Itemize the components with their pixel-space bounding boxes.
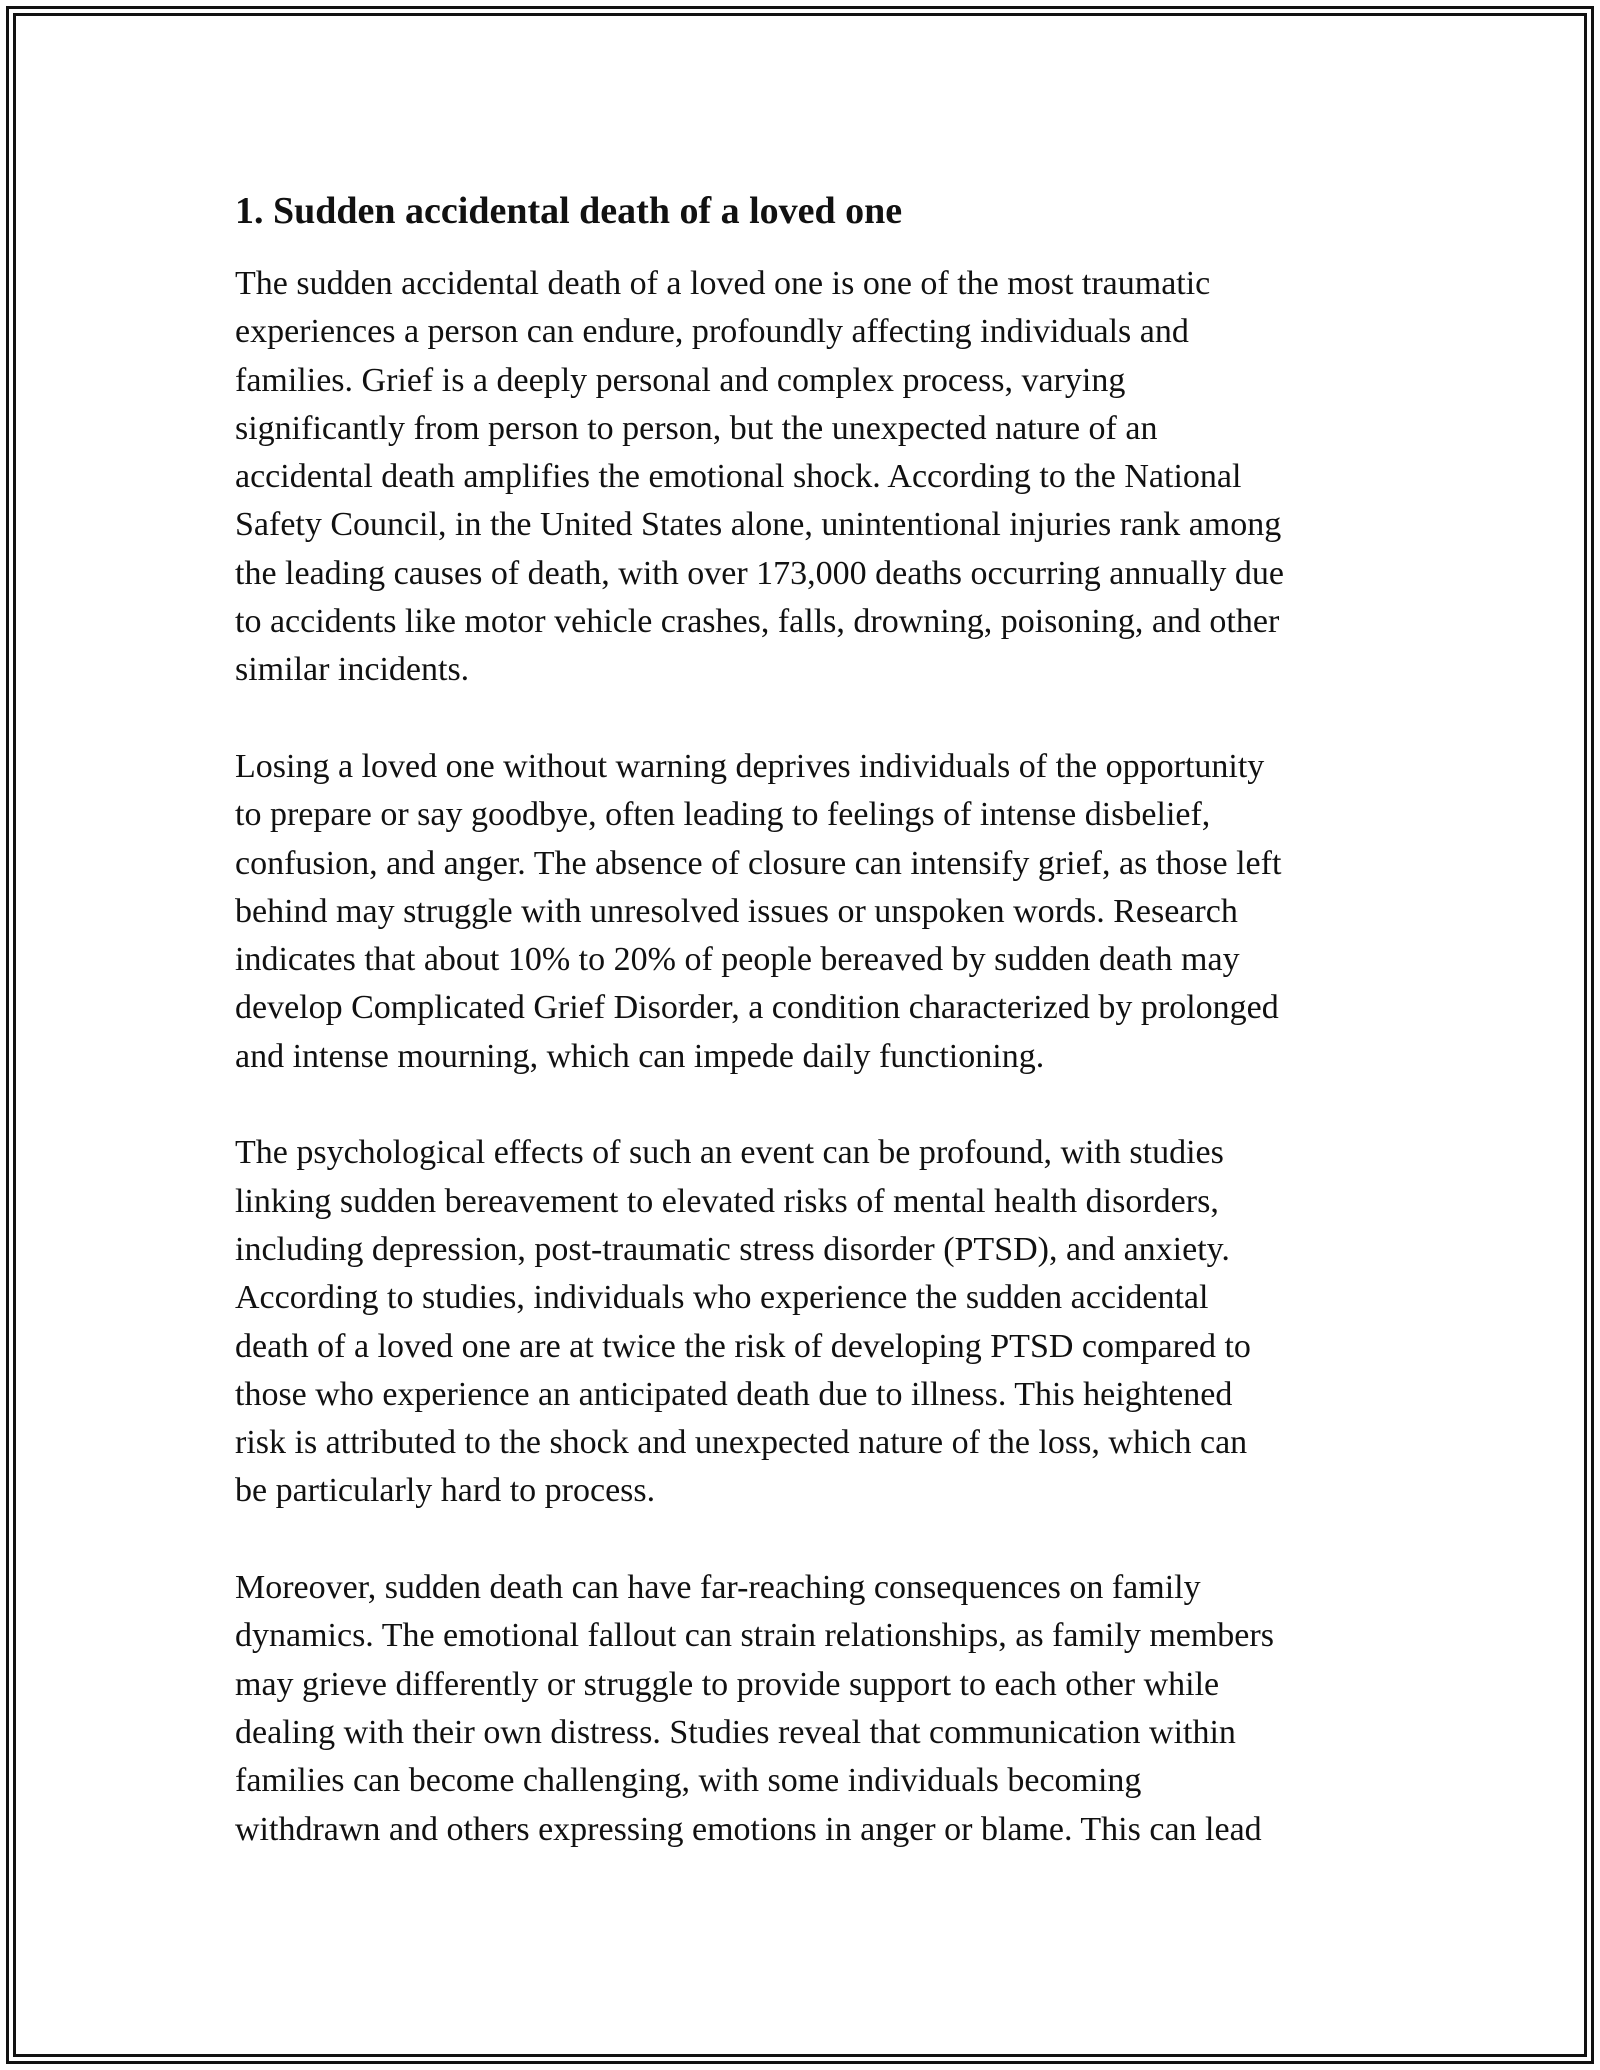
document-body (235, 186, 1375, 1854)
text-line: indicates that about 10% to 20% of people bereaved by sudden death may (235, 941, 1240, 979)
text-line: families can become challenging, with some individuals becoming (235, 1762, 1142, 1800)
text-line: the leading causes of death, with over 173,000 deaths occurring annually due (235, 554, 1284, 592)
text-line: those who experience an anticipated death due to illness. This heightened (235, 1375, 1233, 1413)
text-line: may grieve differently or struggle to provide support to each other while (235, 1665, 1220, 1703)
text-line: Losing a loved one without warning deprives individuals of the opportunity (235, 747, 1265, 785)
text-line: accidental death amplifies the emotional shock. According to the National (235, 458, 1242, 496)
text-line: Moreover, sudden death can have far-reaching consequences on family (235, 1569, 1201, 1607)
text-line: dynamics. The emotional fallout can strain relationships, as family members (235, 1617, 1274, 1655)
paragraph-spacer (235, 695, 1375, 743)
text-line: families. Grief is a deeply personal and complex process, varying (235, 361, 1126, 399)
text-line: According to studies, individuals who experience the sudden accidental (235, 1279, 1209, 1317)
paragraph-spacer (235, 1081, 1375, 1129)
text-line: The psychological effects of such an event can be profound, with studies (235, 1134, 1224, 1172)
text-line: behind may struggle with unresolved issues or unspoken words. Research (235, 892, 1238, 930)
text-line: linking sudden bereavement to elevated risks of mental health disorders, (235, 1182, 1219, 1220)
paragraph-2 (235, 743, 1375, 1081)
text-line: including depression, post-traumatic stress disorder (PTSD), and anxiety. (235, 1230, 1230, 1268)
text-line: be particularly hard to process. (235, 1472, 656, 1510)
text-line: similar incidents. (235, 651, 470, 689)
text-line: Safety Council, in the United States alone, unintentional injuries rank among (235, 506, 1282, 544)
paragraph-3 (235, 1129, 1375, 1515)
text-line: significantly from person to person, but the unexpected nature of an (235, 409, 1158, 447)
text-line: withdrawn and others expressing emotions in anger or blame. This can lead (235, 1810, 1262, 1848)
text-line: develop Complicated Grief Disorder, a condition characterized by prolonged (235, 989, 1279, 1027)
text-line: to prepare or say goodbye, often leading to feelings of intense disbelief, (235, 796, 1211, 834)
text-line: experiences a person can endure, profoundly affecting individuals and (235, 313, 1189, 351)
text-line: risk is attributed to the shock and unexpected nature of the loss, which can (235, 1424, 1248, 1462)
text-line: confusion, and anger. The absence of closure can intensify grief, as those left (235, 844, 1282, 882)
text-line: The sudden accidental death of a loved one is one of the most traumatic (235, 265, 1211, 302)
text-line: dealing with their own distress. Studies reveal that communication within (235, 1713, 1236, 1751)
text-line: and intense mourning, which can impede daily functioning. (235, 1037, 1045, 1075)
text-line: death of a loved one are at twice the risk of developing PTSD compared to (235, 1327, 1251, 1365)
text-line: to accidents like motor vehicle crashes, falls, drowning, poisoning, and other (235, 603, 1280, 641)
paragraph-4 (235, 1564, 1375, 1854)
paragraph-1 (235, 260, 1375, 695)
paragraph-spacer (235, 1516, 1375, 1564)
section-heading: 1. Sudden accidental death of a loved one (235, 190, 903, 232)
